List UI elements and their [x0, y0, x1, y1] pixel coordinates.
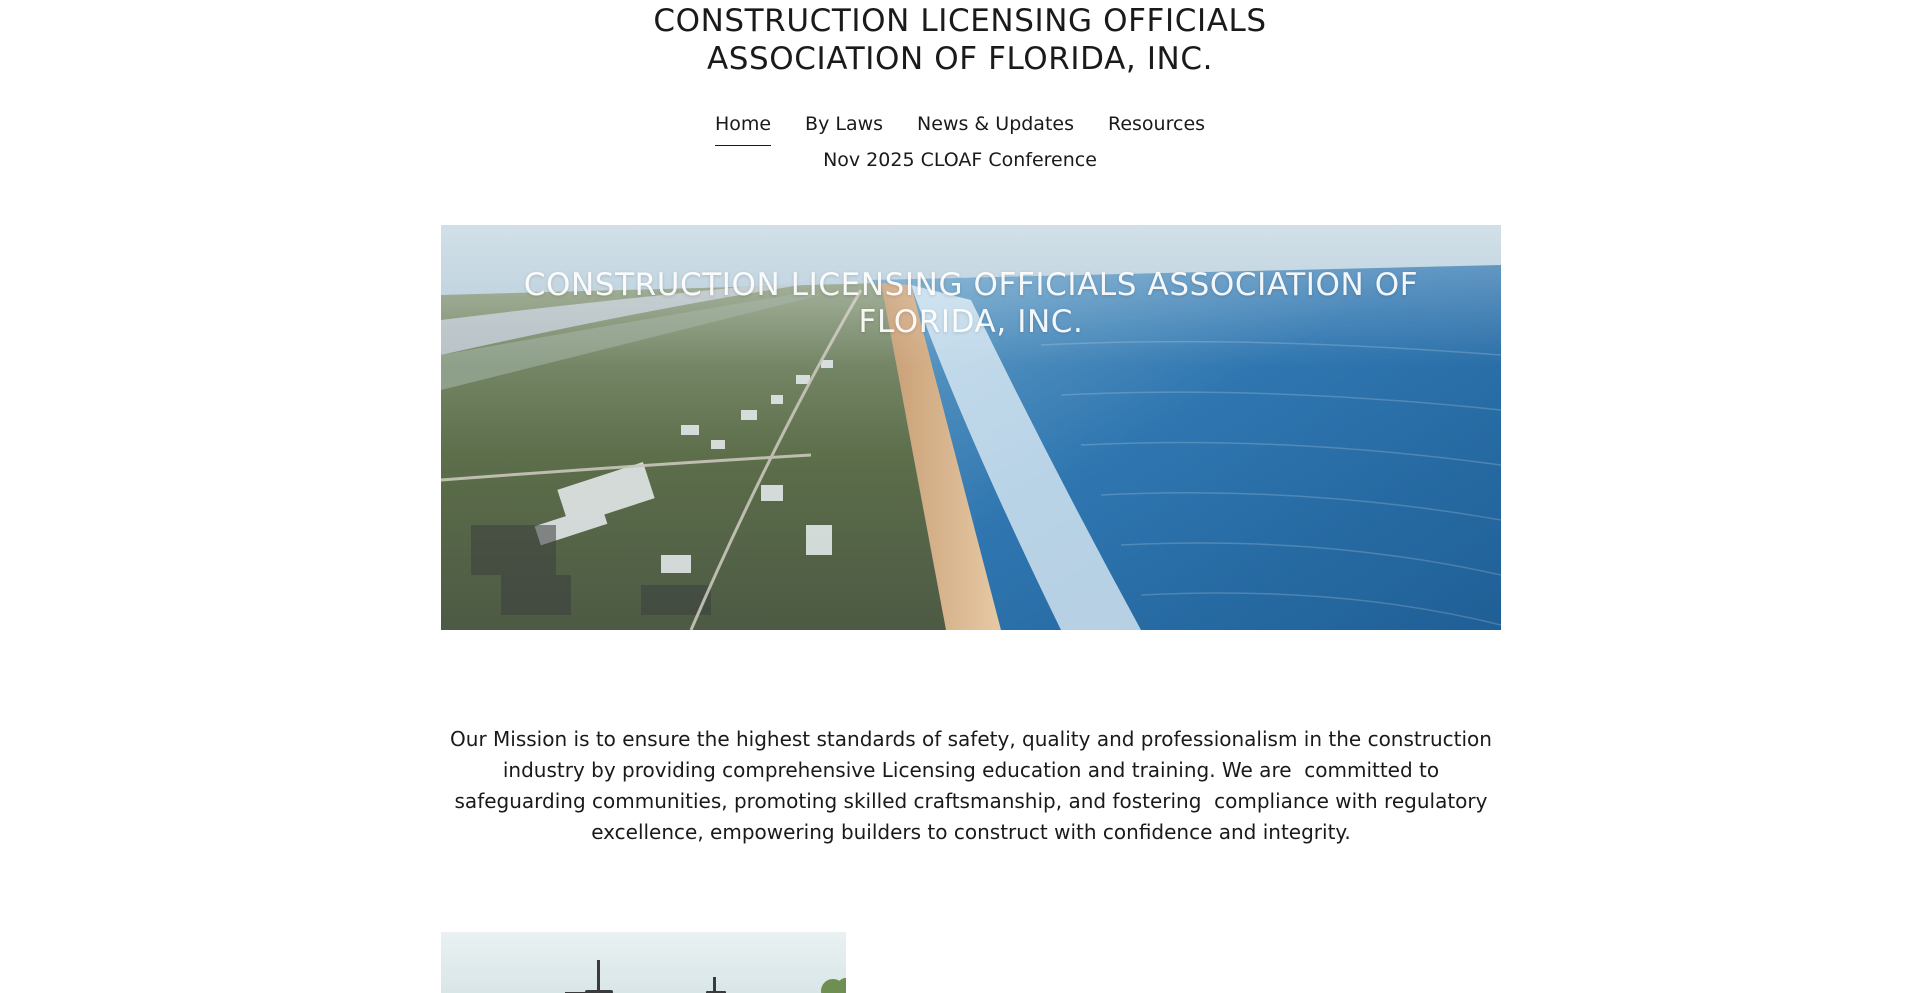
- site-title-line-2[interactable]: ASSOCIATION OF FLORIDA, INC.: [706, 41, 1214, 77]
- site-title-line-1[interactable]: CONSTRUCTION LICENSING OFFICIALS: [653, 3, 1267, 39]
- mission-statement: Our Mission is to ensure the highest standards of safety, quality and professionalism in the construction industry by providing comprehensive Licensing education and training. We are committed to safeguarding communities, promoting skilled craftsmanship, and fostering compliance with regulatory excellence, empowering builders to construct with confidence and integrity.: [450, 727, 1499, 844]
- hero-banner: [441, 225, 1501, 630]
- nav-row-primary: [0, 112, 1920, 146]
- nav-link-by-laws[interactable]: By Laws: [805, 113, 884, 135]
- main-navigation: [0, 112, 1920, 182]
- nav-link-news-updates[interactable]: News & Updates: [917, 113, 1074, 135]
- street-lamps-photo: [441, 932, 846, 993]
- nav-link-home[interactable]: Home: [715, 112, 771, 146]
- nav-link-conference[interactable]: Nov 2025 CLOAF Conference: [823, 149, 1097, 171]
- hero-title: CONSTRUCTION LICENSING OFFICIALS ASSOCIATION OF FLORIDA, INC.: [523, 267, 1419, 340]
- nav-row-secondary: [0, 148, 1920, 182]
- street-lamps-image: [441, 932, 846, 993]
- nav-link-resources[interactable]: Resources: [1108, 113, 1206, 135]
- site-title[interactable]: [0, 2, 1920, 78]
